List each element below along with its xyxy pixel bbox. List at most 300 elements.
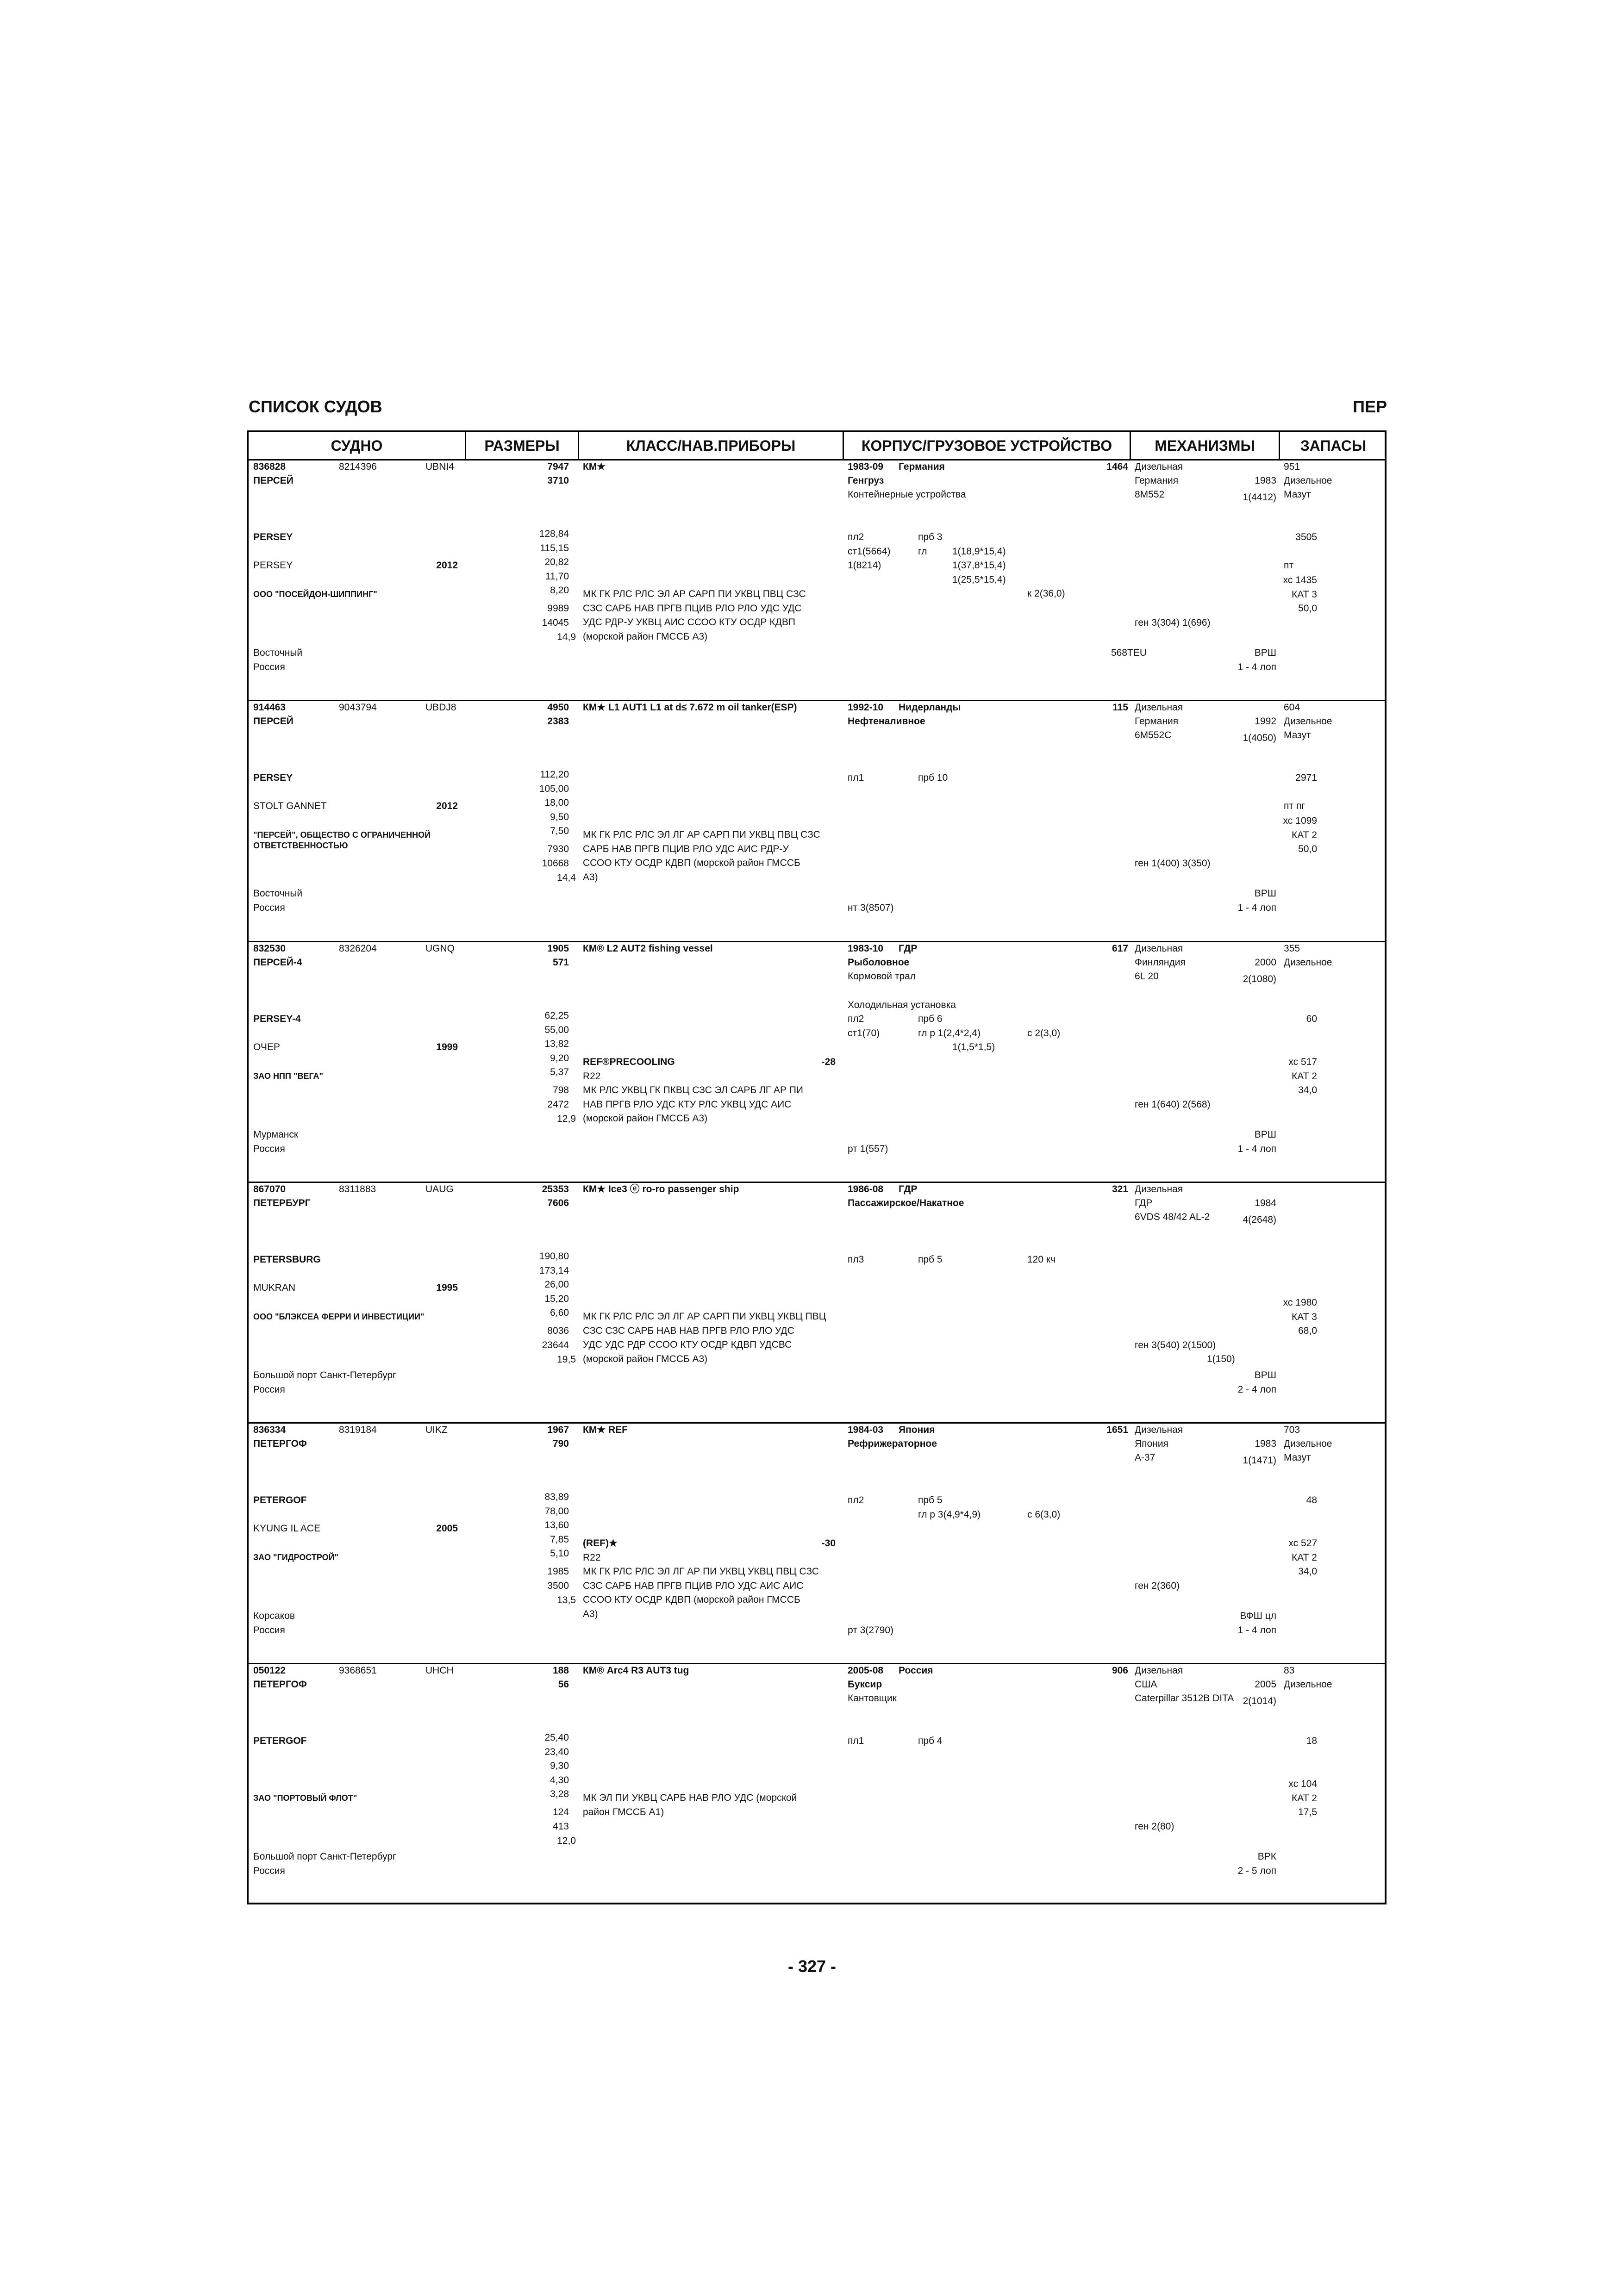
fuel-amount: 951	[1284, 461, 1300, 472]
tanks: рт 1(557)	[848, 1144, 888, 1154]
displacement-value: 1985	[547, 1566, 569, 1577]
builder-country: Германия	[899, 461, 945, 472]
refrigerant: R22	[583, 1071, 601, 1082]
builder-country: ГДР	[899, 1184, 918, 1195]
refrig-volume: хс 527	[1288, 1538, 1317, 1549]
ship-name: ПЕТЕРГОФ	[253, 1679, 307, 1690]
flag-country: Россия	[253, 1144, 285, 1154]
engine-model: 6M552C	[1135, 730, 1172, 740]
hull-decks: пл2	[848, 1495, 864, 1506]
hull-holds: прб 3	[918, 532, 943, 542]
hull-holds: прб 5	[918, 1495, 943, 1506]
nav-equipment-line: А3)	[583, 871, 598, 883]
tanks: рт 3(2790)	[848, 1625, 894, 1636]
call-sign: UBDJ8	[425, 702, 456, 713]
col-header-class: КЛАСС/НАВ.ПРИБОРЫ	[579, 432, 844, 459]
engine-model: A-37	[1135, 1452, 1156, 1463]
former-name: KYUNG IL ACE	[253, 1523, 321, 1534]
record-divider	[249, 1422, 1385, 1424]
former-name: PERSEY	[253, 560, 293, 571]
build-date: 1983-10	[848, 943, 884, 954]
engine-year: 1992	[1255, 716, 1276, 727]
ship-type: Генгруз	[848, 475, 884, 486]
propeller: ВРШ	[1254, 647, 1276, 658]
category-value: 17,5	[1298, 1807, 1317, 1817]
hull-hatches: 1(18,9*15,4)	[952, 546, 1006, 557]
category: КАТ 2	[1292, 1793, 1317, 1804]
nav-equipment-line: САРБ НАВ ПРГВ ПЦИВ РЛО УДС АИС РДР-У	[583, 843, 789, 854]
propeller: ВРК	[1257, 1851, 1276, 1862]
engine-year: 1983	[1255, 1438, 1276, 1449]
home-port: Восточный	[253, 647, 303, 658]
section-code: ПЕР	[1353, 397, 1387, 416]
reg-number: 914463	[253, 702, 286, 713]
cargo-device: Кантовщик	[848, 1693, 897, 1704]
cargo-device: Контейнерные устройства	[848, 489, 966, 500]
category-value: 34,0	[1298, 1566, 1317, 1577]
flag-country: Россия	[253, 1866, 285, 1876]
dimension-value: 13,82	[544, 1039, 569, 1049]
record-divider	[249, 1663, 1385, 1664]
deadweight: 1905	[547, 943, 569, 954]
displacement-value: 413	[552, 1821, 569, 1832]
range: 18	[1306, 1736, 1317, 1746]
range: 60	[1306, 1014, 1317, 1024]
call-sign: UGNQ	[425, 943, 455, 954]
nav-equipment-line: НАВ ПРГВ РЛО УДС КТУ РЛС УКВЦ УДС АИС	[583, 1099, 792, 1110]
nav-equipment-line: А3)	[583, 1608, 598, 1619]
reg-number: 867070	[253, 1184, 286, 1195]
fuel-type-1: Дизельное	[1284, 716, 1332, 727]
refrig-volume: хс 1099	[1283, 815, 1317, 826]
home-port: Большой порт Санкт-Петербург	[253, 1851, 396, 1862]
fuel-amount: 604	[1284, 702, 1300, 713]
generators: ген 2(80)	[1135, 1821, 1174, 1832]
hull-decks: пл2	[848, 1014, 864, 1024]
builder-country: ГДР	[899, 943, 918, 954]
build-date: 1984-03	[848, 1425, 884, 1435]
category: КАТ 2	[1292, 1552, 1317, 1563]
engine-model: 6VDS 48/42 AL-2	[1135, 1212, 1210, 1222]
hull-holds: прб 5	[918, 1254, 943, 1265]
fuel-type-1: Дизельное	[1284, 475, 1332, 486]
category-value: 50,0	[1298, 844, 1317, 854]
hull-hatches: 1(25,5*15,4)	[952, 574, 1006, 585]
engine-model: Caterpillar 3512B DITA	[1135, 1693, 1234, 1704]
propeller-blades: 2 - 5 лоп	[1237, 1866, 1276, 1876]
category-value: 68,0	[1298, 1325, 1317, 1336]
col-header-hull: КОРПУС/ГРУЗОВОЕ УСТРОЙСТВО	[844, 432, 1131, 459]
engine-model: 8M552	[1135, 489, 1165, 500]
speed: 12,9	[557, 1114, 576, 1124]
fuel-type-1: Дизельное	[1284, 957, 1332, 968]
gross-tonnage: 2383	[547, 716, 569, 727]
hull-holds: прб 10	[918, 772, 948, 783]
engine-year: 1983	[1255, 475, 1276, 486]
displacement-value: 10668	[542, 858, 569, 869]
engine-country: ГДР	[1135, 1198, 1153, 1208]
builder-country: Нидерланды	[899, 702, 961, 713]
displacement-value: 8036	[547, 1325, 569, 1336]
engine-power: 1(4050)	[1243, 733, 1276, 743]
engine-type: Дизельная	[1135, 1184, 1183, 1195]
nav-equipment-line: (морской район ГМССБ А3)	[583, 1353, 708, 1364]
hull-decks: пл1	[848, 1736, 864, 1746]
dimension-value: 20,82	[544, 557, 569, 567]
hull-hatches: 1(37,8*15,4)	[952, 560, 1006, 571]
former-name: STOLT GANNET	[253, 801, 327, 811]
propeller: ВРШ	[1254, 888, 1276, 899]
call-sign: UBNI4	[425, 461, 454, 472]
propeller: ВРШ	[1254, 1129, 1276, 1140]
nav-equipment-line: ССОО КТУ ОСДР КДВП (морской район ГМССБ	[583, 858, 800, 868]
hull-hatches: 1(1,5*1,5)	[952, 1042, 995, 1052]
home-port: Мурманск	[253, 1129, 299, 1140]
dimension-value: 7,50	[550, 826, 569, 836]
former-year: 1995	[436, 1282, 458, 1293]
displacement-value: 3500	[547, 1580, 569, 1591]
ship-type: Нефтеналивное	[848, 716, 925, 727]
dimension-value: 9,50	[550, 811, 569, 822]
dimension-value: 26,00	[544, 1279, 569, 1290]
ship-name-latin: PETERGOF	[253, 1736, 307, 1746]
home-port: Корсаков	[253, 1611, 295, 1621]
propeller: ВФШ цл	[1240, 1611, 1276, 1621]
propeller-blades: 1 - 4 лоп	[1237, 662, 1276, 672]
record-divider	[249, 700, 1385, 701]
engine-type: Дизельная	[1135, 943, 1183, 954]
engine-power: 2(1080)	[1243, 974, 1276, 984]
displacement-value: 14045	[542, 617, 569, 628]
nav-equipment-line: СЗС САРБ НАВ ПРГВ ПЦИВ РЛО УДС АИС АИС	[583, 1580, 804, 1591]
ship-name-latin: PETERSBURG	[253, 1254, 321, 1265]
extra-equipment: Холодильная установка	[848, 1000, 956, 1010]
owner: ЗАО НПП "ВЕГА"	[253, 1071, 324, 1081]
imo-number: 9043794	[339, 702, 377, 713]
dimension-value: 18,00	[544, 797, 569, 808]
refrig-volume: хс 1435	[1283, 575, 1317, 585]
col-header-ship: СУДНО	[249, 432, 466, 459]
hull-cranes: к 2(36,0)	[1027, 588, 1065, 599]
ship-record	[249, 1424, 1385, 1665]
deadweight: 4950	[547, 702, 569, 713]
dimension-value: 15,20	[544, 1293, 569, 1304]
tanks: нт 3(8507)	[848, 902, 894, 913]
call-sign: UAUG	[425, 1184, 454, 1195]
engine-type: Дизельная	[1135, 461, 1183, 472]
generators-extra: 1(150)	[1207, 1354, 1235, 1364]
generators: ген 3(540) 2(1500)	[1135, 1340, 1216, 1350]
engine-country: Германия	[1135, 716, 1179, 727]
imo-number: 8319184	[339, 1425, 377, 1435]
hull-cranes: с 6(3,0)	[1027, 1509, 1061, 1520]
page-number: - 327 -	[787, 1957, 837, 1976]
gross-tonnage: 3710	[547, 475, 569, 486]
displacement-value: 798	[552, 1085, 569, 1095]
call-sign: UHCH	[425, 1665, 454, 1676]
refrigeration-temp: -28	[821, 1057, 836, 1067]
engine-type: Дизельная	[1135, 1425, 1183, 1435]
col-header-dimensions: РАЗМЕРЫ	[466, 432, 579, 459]
class-notation: КМ® Arc4 R3 AUT3 tug	[583, 1665, 689, 1676]
propeller: ВРШ	[1254, 1370, 1276, 1381]
builder-country: Япония	[899, 1425, 935, 1435]
category-value: 34,0	[1298, 1085, 1317, 1095]
imo-number: 8214396	[339, 461, 377, 472]
fuel-type-2: Мазут	[1284, 489, 1311, 500]
ship-table	[247, 430, 1387, 1904]
imo-number: 8326204	[339, 943, 377, 954]
builder-number: 321	[1112, 1184, 1128, 1195]
dimension-value: 7,85	[550, 1534, 569, 1545]
hull-holds: прб 4	[918, 1736, 943, 1746]
propeller-blades: 1 - 4 лоп	[1237, 902, 1276, 913]
home-port: Восточный	[253, 888, 303, 899]
category: КАТ 3	[1292, 589, 1317, 600]
ship-type: Буксир	[848, 1679, 882, 1690]
dimension-value: 6,60	[550, 1307, 569, 1318]
pt-mark: пт	[1284, 560, 1293, 571]
dimension-value: 83,89	[544, 1492, 569, 1502]
displacement-value: 9989	[547, 603, 569, 614]
owner: ООО "БЛЭКСЕА ФЕРРИ И ИНВЕСТИЦИИ"	[253, 1312, 425, 1321]
gross-tonnage: 56	[558, 1679, 569, 1690]
engine-power: 1(1471)	[1243, 1455, 1276, 1466]
class-notation: КМ★ L1 AUT1 L1 at d≤ 7.672 m oil tanker(ESP)	[583, 702, 797, 713]
engine-year: 2005	[1255, 1679, 1276, 1690]
engine-country: Финляндия	[1135, 957, 1186, 968]
refrig-volume: хс 1980	[1283, 1297, 1317, 1308]
generators: ген 1(640) 2(568)	[1135, 1099, 1211, 1110]
builder-number: 906	[1112, 1665, 1128, 1676]
pt-mark: пт пг	[1284, 801, 1305, 811]
propeller-blades: 2 - 4 лоп	[1237, 1384, 1276, 1395]
displacement-value: 23644	[542, 1339, 569, 1350]
nav-equipment-line: МК ГК РЛС РЛС ЭЛ ЛГ АР САРП ПИ УКВЦ УКВЦ ПВЦ	[583, 1311, 826, 1322]
flag-country: Россия	[253, 662, 285, 672]
reg-number: 836828	[253, 461, 286, 472]
owner: "ПЕРСЕЙ", ОБЩЕСТВО С ОГРАНИЧЕННОЙ	[253, 830, 431, 840]
owner: ООО "ПОСЕЙДОН-ШИППИНГ"	[253, 590, 377, 599]
class-notation: КМ® L2 AUT2 fishing vessel	[583, 943, 713, 954]
build-date: 2005-08	[848, 1665, 884, 1676]
engine-power: 4(2648)	[1243, 1214, 1276, 1225]
fuel-amount: 703	[1284, 1425, 1300, 1435]
nav-equipment-line: СЗС САРБ НАВ ПРГВ ПЦИВ РЛО РЛО УДС УДС	[583, 603, 802, 614]
ship-name: ПЕТЕРБУРГ	[253, 1198, 311, 1208]
builder-number: 115	[1112, 702, 1128, 713]
engine-type: Дизельная	[1135, 702, 1183, 713]
ship-name-latin: PERSEY-4	[253, 1014, 301, 1024]
hull-decks: пл1	[848, 772, 864, 783]
builder-number: 617	[1112, 943, 1128, 954]
class-notation: КМ★	[583, 461, 606, 472]
dimension-value: 9,20	[550, 1052, 569, 1064]
refrig-volume: хс 517	[1288, 1057, 1317, 1067]
hull-decks: 1(8214)	[848, 560, 881, 571]
ship-record	[249, 702, 1385, 942]
refrig-volume: хс 104	[1288, 1779, 1317, 1789]
imo-number: 8311883	[339, 1184, 376, 1195]
former-year: 2012	[436, 560, 458, 571]
ship-type: Рыболовное	[848, 957, 910, 968]
dimension-value: 3,28	[550, 1789, 569, 1799]
ship-record	[249, 461, 1385, 702]
dimension-value: 128,84	[539, 529, 569, 539]
dimension-value: 5,37	[550, 1067, 569, 1077]
nav-equipment-line: МК ЭЛ ПИ УКВЦ САРБ НАВ РЛО УДС (морской	[583, 1792, 797, 1803]
hull-decks: ст1(70)	[848, 1027, 880, 1039]
nav-equipment-line: МК РЛС УКВЦ ГК ПКВЦ СЗС ЭЛ САРБ ЛГ АР ПИ	[583, 1085, 804, 1095]
owner: ЗАО "ПОРТОВЫЙ ФЛОТ"	[253, 1793, 357, 1803]
ship-name: ПЕРСЕЙ-4	[253, 957, 302, 968]
header-divider	[249, 459, 1385, 460]
record-divider	[249, 941, 1385, 942]
dimension-value: 9,30	[550, 1761, 569, 1771]
engine-model: 6L 20	[1135, 971, 1159, 982]
refrigeration-class: REF®PRECOOLING	[583, 1057, 675, 1067]
nav-equipment-line: СЗС СЗС САРБ НАВ НАВ ПРГВ РЛО РЛО УДС	[583, 1325, 794, 1336]
owner: ЗАО "ГИДРОСТРОЙ"	[253, 1553, 339, 1562]
refrigeration-temp: -30	[821, 1538, 836, 1549]
deadweight: 25353	[542, 1184, 569, 1195]
refrigerant: R22	[583, 1552, 601, 1563]
speed: 12,0	[557, 1836, 576, 1846]
nav-equipment-line: МК ГК РЛС РЛС ЭЛ АР САРП ПИ УКВЦ ПВЦ СЗС	[583, 589, 806, 599]
nav-equipment-line: (морской район ГМССБ А3)	[583, 1113, 708, 1124]
reg-number: 832530	[253, 943, 286, 954]
dimension-value: 115,15	[540, 542, 569, 554]
nav-equipment-line: (морской район ГМССБ А3)	[583, 631, 708, 642]
propeller-blades: 1 - 4 лоп	[1237, 1625, 1276, 1636]
ship-name: ПЕРСЕЙ	[253, 475, 294, 486]
former-year: 1999	[436, 1042, 458, 1052]
engine-year: 1984	[1255, 1198, 1276, 1208]
flag-country: Россия	[253, 1625, 285, 1636]
dimension-value: 23,40	[544, 1746, 569, 1757]
generators: ген 2(360)	[1135, 1580, 1180, 1591]
class-notation: КМ★ Ice3 ⓔ ro-ro passenger ship	[583, 1184, 739, 1195]
category-value: 50,0	[1298, 603, 1317, 614]
dimension-value: 8,20	[550, 585, 569, 596]
dimension-value: 190,80	[539, 1251, 569, 1262]
engine-country: США	[1135, 1679, 1157, 1690]
cargo-device: Кормовой трал	[848, 971, 916, 982]
fuel-type-2: Мазут	[1284, 1452, 1311, 1463]
build-date: 1983-09	[848, 461, 884, 472]
dimension-value: 173,14	[539, 1265, 569, 1276]
engine-power: 1(4412)	[1243, 492, 1276, 503]
dimension-value: 78,00	[544, 1506, 569, 1517]
hull-decks: пл3	[848, 1254, 864, 1265]
nav-equipment-line: МК ГК РЛС РЛС ЭЛ ЛГ АР ПИ УКВЦ УКВЦ ПВЦ СЗС	[583, 1566, 819, 1577]
deadweight: 188	[552, 1665, 569, 1676]
engine-type: Дизельная	[1135, 1665, 1183, 1676]
engine-country: Япония	[1135, 1438, 1168, 1449]
imo-number: 9368651	[339, 1665, 377, 1676]
owner-line2: ОТВЕТСТВЕННОСТЬЮ	[253, 841, 348, 850]
ship-name: ПЕТЕРГОФ	[253, 1438, 307, 1449]
call-sign: UIKZ	[425, 1425, 448, 1435]
col-header-machinery: МЕХАНИЗМЫ	[1131, 432, 1280, 459]
dimension-value: 55,00	[544, 1024, 569, 1035]
dimension-value: 105,00	[539, 783, 569, 794]
dimension-value: 5,10	[550, 1548, 569, 1559]
hull-holds: гл р 3(4,9*4,9)	[918, 1509, 981, 1520]
ship-record	[249, 1665, 1385, 1905]
category: КАТ 2	[1292, 1071, 1317, 1082]
engine-power: 2(1014)	[1243, 1696, 1276, 1706]
category: КАТ 3	[1292, 1312, 1317, 1322]
ship-name-latin: PERSEY	[253, 772, 293, 783]
dimension-value: 11,70	[545, 571, 569, 582]
dimension-value: 13,60	[544, 1520, 569, 1531]
build-date: 1992-10	[848, 702, 884, 713]
gross-tonnage: 790	[552, 1438, 569, 1449]
range: 3505	[1295, 532, 1317, 542]
nav-equipment-line: ССОО КТУ ОСДР КДВП (морской район ГМССБ	[583, 1594, 800, 1605]
col-header-reserves: ЗАПАСЫ	[1300, 437, 1367, 454]
speed: 19,5	[557, 1354, 576, 1365]
speed: 13,5	[557, 1595, 576, 1605]
displacement-value: 7930	[547, 844, 569, 854]
ship-type: Пассажирское/Накатное	[848, 1198, 964, 1208]
speed: 14,9	[557, 632, 576, 642]
displacement-value: 2472	[547, 1099, 569, 1110]
hull-cranes: с 2(3,0)	[1027, 1027, 1061, 1039]
class-notation: КМ★ REF	[583, 1425, 628, 1435]
ship-type: Рефрижераторное	[848, 1438, 937, 1449]
gross-tonnage: 7606	[547, 1198, 569, 1208]
home-port: Большой порт Санкт-Петербург	[253, 1370, 396, 1381]
dimension-value: 62,25	[544, 1010, 569, 1021]
generators: ген 3(304) 1(696)	[1135, 617, 1211, 628]
range: 48	[1306, 1495, 1317, 1506]
nav-equipment-line: район ГМССБ А1)	[583, 1806, 664, 1817]
fuel-type-2: Мазут	[1284, 730, 1311, 740]
nav-equipment-line: УДС РДР-У УКВЦ АИС ССОО КТУ ОСДР КДВП	[583, 617, 795, 628]
former-year: 2012	[436, 801, 458, 811]
fuel-amount: 83	[1284, 1665, 1295, 1676]
hull-cranes: 120 кч	[1027, 1254, 1056, 1265]
ship-name-latin: PERSEY	[253, 532, 293, 542]
generators: ген 1(400) 3(350)	[1135, 858, 1211, 869]
category: КАТ 2	[1292, 830, 1317, 840]
hull-holds: гл р 1(2,4*2,4)	[918, 1027, 981, 1039]
hull-holds: прб 6	[918, 1014, 943, 1024]
container-capacity: 568TEU	[1111, 647, 1147, 658]
builder-country: Россия	[899, 1665, 933, 1676]
nav-equipment-line: МК ГК РЛС РЛС ЭЛ ЛГ АР САРП ПИ УКВЦ ПВЦ СЗС	[583, 829, 820, 840]
hull-holds: гл	[918, 546, 927, 557]
nav-equipment-line: УДС УДС РДР ССОО КТУ ОСДР КДВП УДСВС	[583, 1339, 792, 1350]
builder-number: 1464	[1106, 461, 1128, 472]
refrigeration-class: (REF)★	[583, 1538, 618, 1549]
fuel-type-1: Дизельное	[1284, 1438, 1332, 1449]
gross-tonnage: 571	[552, 957, 569, 968]
former-name: MUKRAN	[253, 1282, 296, 1293]
former-year: 2005	[436, 1523, 458, 1534]
build-date: 1986-08	[848, 1184, 884, 1195]
ship-record	[249, 1183, 1385, 1424]
former-name: ОЧЕР	[253, 1042, 280, 1052]
propeller-blades: 1 - 4 лоп	[1237, 1144, 1276, 1154]
flag-country: Россия	[253, 902, 285, 913]
hull-decks: пл2	[848, 532, 864, 542]
reg-number: 050122	[253, 1665, 286, 1676]
dimension-value: 4,30	[550, 1774, 569, 1786]
dimension-value: 25,40	[544, 1732, 569, 1743]
